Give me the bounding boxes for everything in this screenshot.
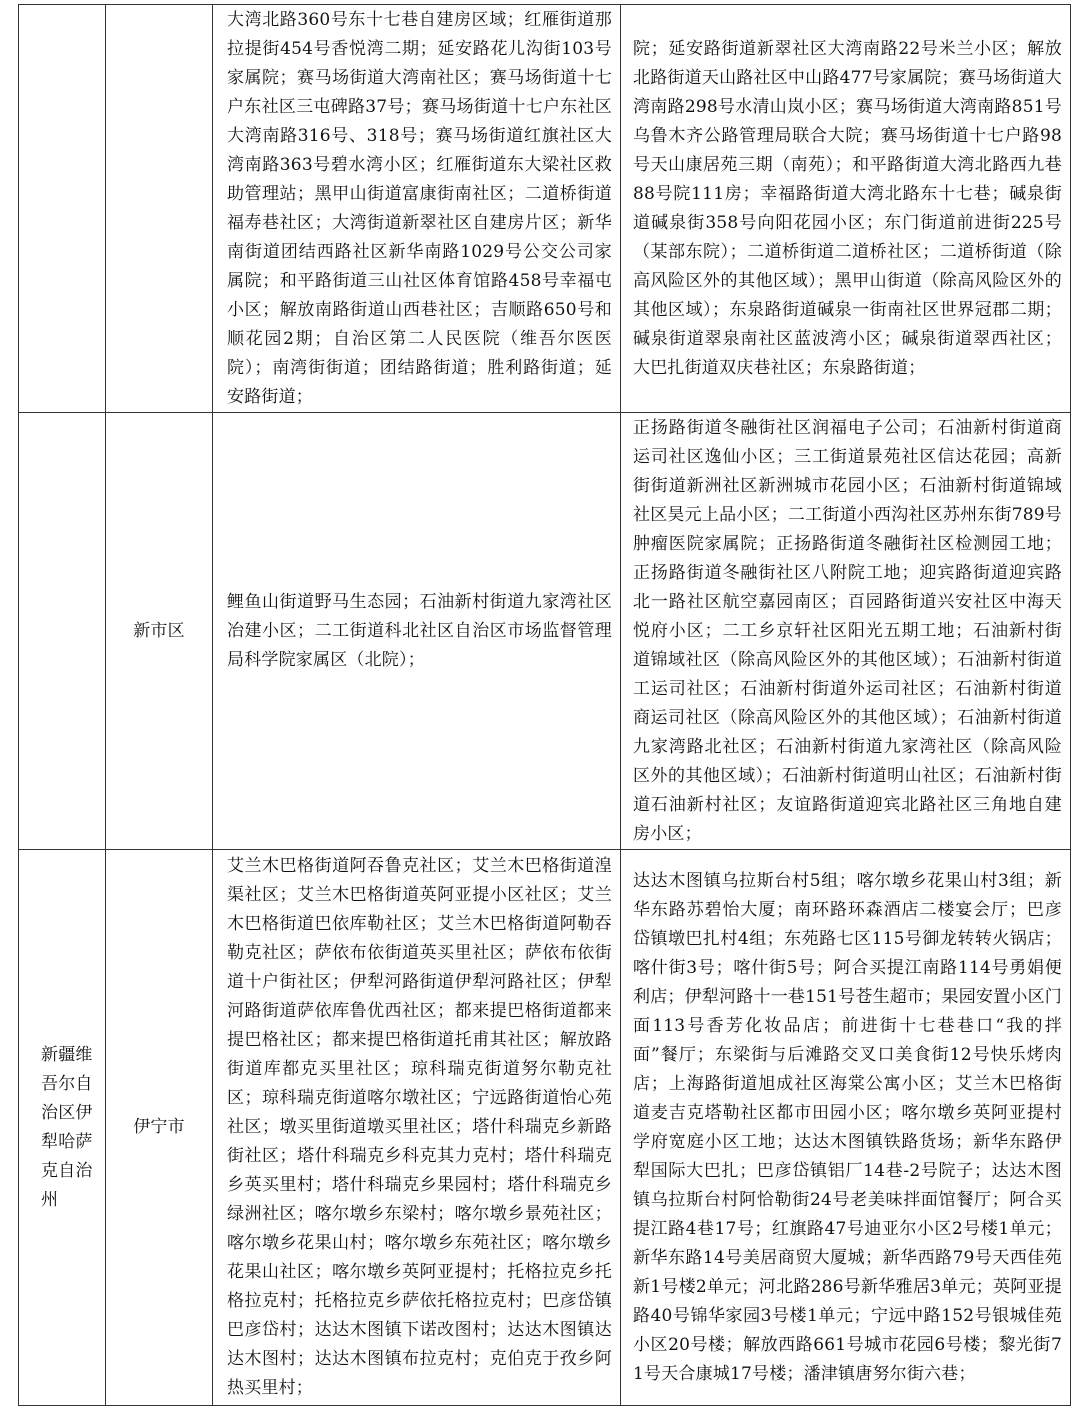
low-risk-cell bbox=[621, 413, 1071, 850]
medium-risk-cell bbox=[213, 5, 621, 413]
region-cell bbox=[19, 5, 106, 413]
medium-risk-text: 大湾北路360号东十七巷自建房区域；红雁街道那拉提街454号香悦湾二期；延安路花儿沟街103号家属院；赛马场街道大湾南社区；赛马场街道十七户东社区三屯碑路37号；赛马场街道十七户东社区大湾南路316号、318号；赛马场街道红旗社区大湾南路363号碧水湾小区；红雁街道东大梁社区救助管理站；黑甲山街道富康街南社区；二道桥街道福寿巷社区；大湾街道新翠社区自建房片区；新华南街道团结西路社区新华南路1029号公交公司家属院；和平路街道三山社区体育馆路458号幸福屯小区；解放南路街道山西巷社区；吉顺路650号和顺花园2期；自治区第二人民医院（维吾尔医医院）；南湾街街道；团结路街道；胜利路街道；延安路街道； bbox=[227, 9, 612, 407]
low-risk-text: 正扬路街道冬融街社区润福电子公司；石油新村街道商运司社区逸仙小区；三工街道景苑社区信达花园；高新街街道新洲社区新洲城市花园小区；石油新村街道锦域社区昊元上品小区；二工街道小西沟社区苏州东街789号肿瘤医院家属院；正扬路街道冬融街社区检测园工地；正扬路街道冬融街社区八附院工地；迎宾路街道迎宾路北一路社区航空嘉园南区；百园路街道兴安社区中海天悦府小区；二工乡京轩社区阳光五期工地；石油新村街道锦域社区（除高风险区外的其他区域）；石油新村街道工运司社区；石油新村街道外运司社区；石油新村街道商运司社区（除高风险区外的其他区域）；石油新村街道九家湾路北社区；石油新村街道九家湾社区（除高风险区外的其他区域）；石油新村街道明山社区；石油新村街道石油新村社区；友谊路街道迎宾北路社区三角地自建房小区； bbox=[633, 417, 1062, 844]
district-cell bbox=[106, 413, 213, 850]
table-row bbox=[19, 413, 1071, 850]
medium-risk-cell bbox=[213, 850, 621, 1406]
low-risk-text: 院；延安路街道新翠社区大湾南路22号米兰小区；解放北路街道天山路社区中山路477号家属院；赛马场街道大湾南路298号水清山岚小区；赛马场街道大湾南路851号乌鲁木齐公路管理局联合大院；赛马场街道十七户路98号天山康居苑三期（南苑）；和平路街道大湾北路西九巷88号院111房；幸福路街道大湾北路东十七巷；碱泉街道碱泉街358号向阳花园小区；东门街道前进街225号（某部东院）；二道桥街道二道桥社区；二道桥街道（除高风险区外的其他区域）；黑甲山街道（除高风险区外的其他区域）；东泉路街道碱泉一街南社区世界冠郡二期；碱泉街道翠泉南社区蓝波湾小区；碱泉街道翠西社区；大巴扎街道双庆巷社区；东泉路街道； bbox=[633, 38, 1062, 378]
medium-risk-cell bbox=[213, 413, 621, 850]
region-cell bbox=[19, 850, 106, 1406]
medium-risk-text: 鲤鱼山街道野马生态园；石油新村街道九家湾社区冶建小区；二工街道科北社区自治区市场监督管理局科学院家属区（北院）； bbox=[227, 591, 612, 670]
table-row bbox=[19, 850, 1071, 1406]
low-risk-cell bbox=[621, 850, 1071, 1406]
medium-risk-text: 艾兰木巴格街道阿吞鲁克社区；艾兰木巴格街道湟渠社区；艾兰木巴格街道英阿亚提小区社区；艾兰木巴格街道巴依库勒社区；艾兰木巴格街道阿勒吞勒克社区；萨依布依街道英买里社区；萨依布依街道十户街社区；伊犁河路街道伊犁河路社区；伊犁河路街道萨依库鲁优西社区；都来提巴格街道都来提巴格社区；都来提巴格街道托甫其社区；解放路街道库都克买里社区；琼科瑞克街道努尔勒克社区；琼科瑞克街道喀尔墩社区；宁远路街道怡心苑社区；墩买里街道墩买里社区；塔什科瑞克乡新路街社区；塔什科瑞克乡科克其力克村；塔什科瑞克乡英买里村；塔什科瑞克乡果园村；塔什科瑞克乡绿洲社区；喀尔墩乡东梁村；喀尔墩乡景苑社区；喀尔墩乡花果山村；喀尔墩乡东苑社区；喀尔墩乡花果山社区；喀尔墩乡英阿亚提村；托格拉克乡托格拉克村；托格拉克乡萨依托格拉克村；巴彦岱镇巴彦岱村；达达木图镇下诺改图村；达达木图镇达达木图村；达达木图镇布拉克村；克伯克于孜乡阿热买里村； bbox=[227, 856, 612, 1398]
table-row bbox=[19, 5, 1071, 413]
risk-area-table bbox=[18, 4, 1071, 1406]
low-risk-text: 达达木图镇乌拉斯台村5组；喀尔墩乡花果山村3组；新华东路苏碧怡大厦；南环路环森酒店二楼宴会厅；巴彦岱镇墩巴扎村4组；东苑路七区115号御龙转转火锅店；喀什街3号；喀什街5号；阿合买提江南路114号勇娟便利店；伊犁河路十一巷151号苍生超市；果园安置小区门面113号香芳化妆品店；前进街十七巷巷口“我的拌面”餐厅；东梁街与后滩路交叉口美食街12号快乐烤肉店；上海路街道旭成社区海棠公寓小区；艾兰木巴格街道麦吉克塔勒社区都市田园小区；喀尔墩乡英阿亚提村学府宽庭小区工地；达达木图镇铁路货场；新华东路伊犁国际大巴扎；巴彦岱镇铝厂14巷-2号院子；达达木图镇乌拉斯台村阿恰勒街24号老美味拌面馆餐厅；阿合买提江路4巷17号；红旗路47号迪亚尔小区2号楼1单元；新华东路14号美居商贸大厦城；新华西路79号天西佳苑新1号楼2单元；河北路286号新华雅居3单元；英阿亚提路40号锦华家园3号楼1单元；宁远中路152号银城佳苑小区20号楼；解放西路661号城市花园6号楼；黎光街71号天合康城17号楼；潘津镇唐努尔街六巷； bbox=[633, 870, 1062, 1384]
low-risk-cell bbox=[621, 5, 1071, 413]
region-name: 新疆维吾尔自治区伊犁哈萨克自治州 bbox=[41, 1044, 93, 1210]
district-cell bbox=[106, 850, 213, 1406]
district-name: 伊宁市 bbox=[133, 1117, 185, 1137]
district-name: 新市区 bbox=[133, 620, 185, 641]
region-cell bbox=[19, 413, 106, 850]
district-cell bbox=[106, 5, 213, 413]
